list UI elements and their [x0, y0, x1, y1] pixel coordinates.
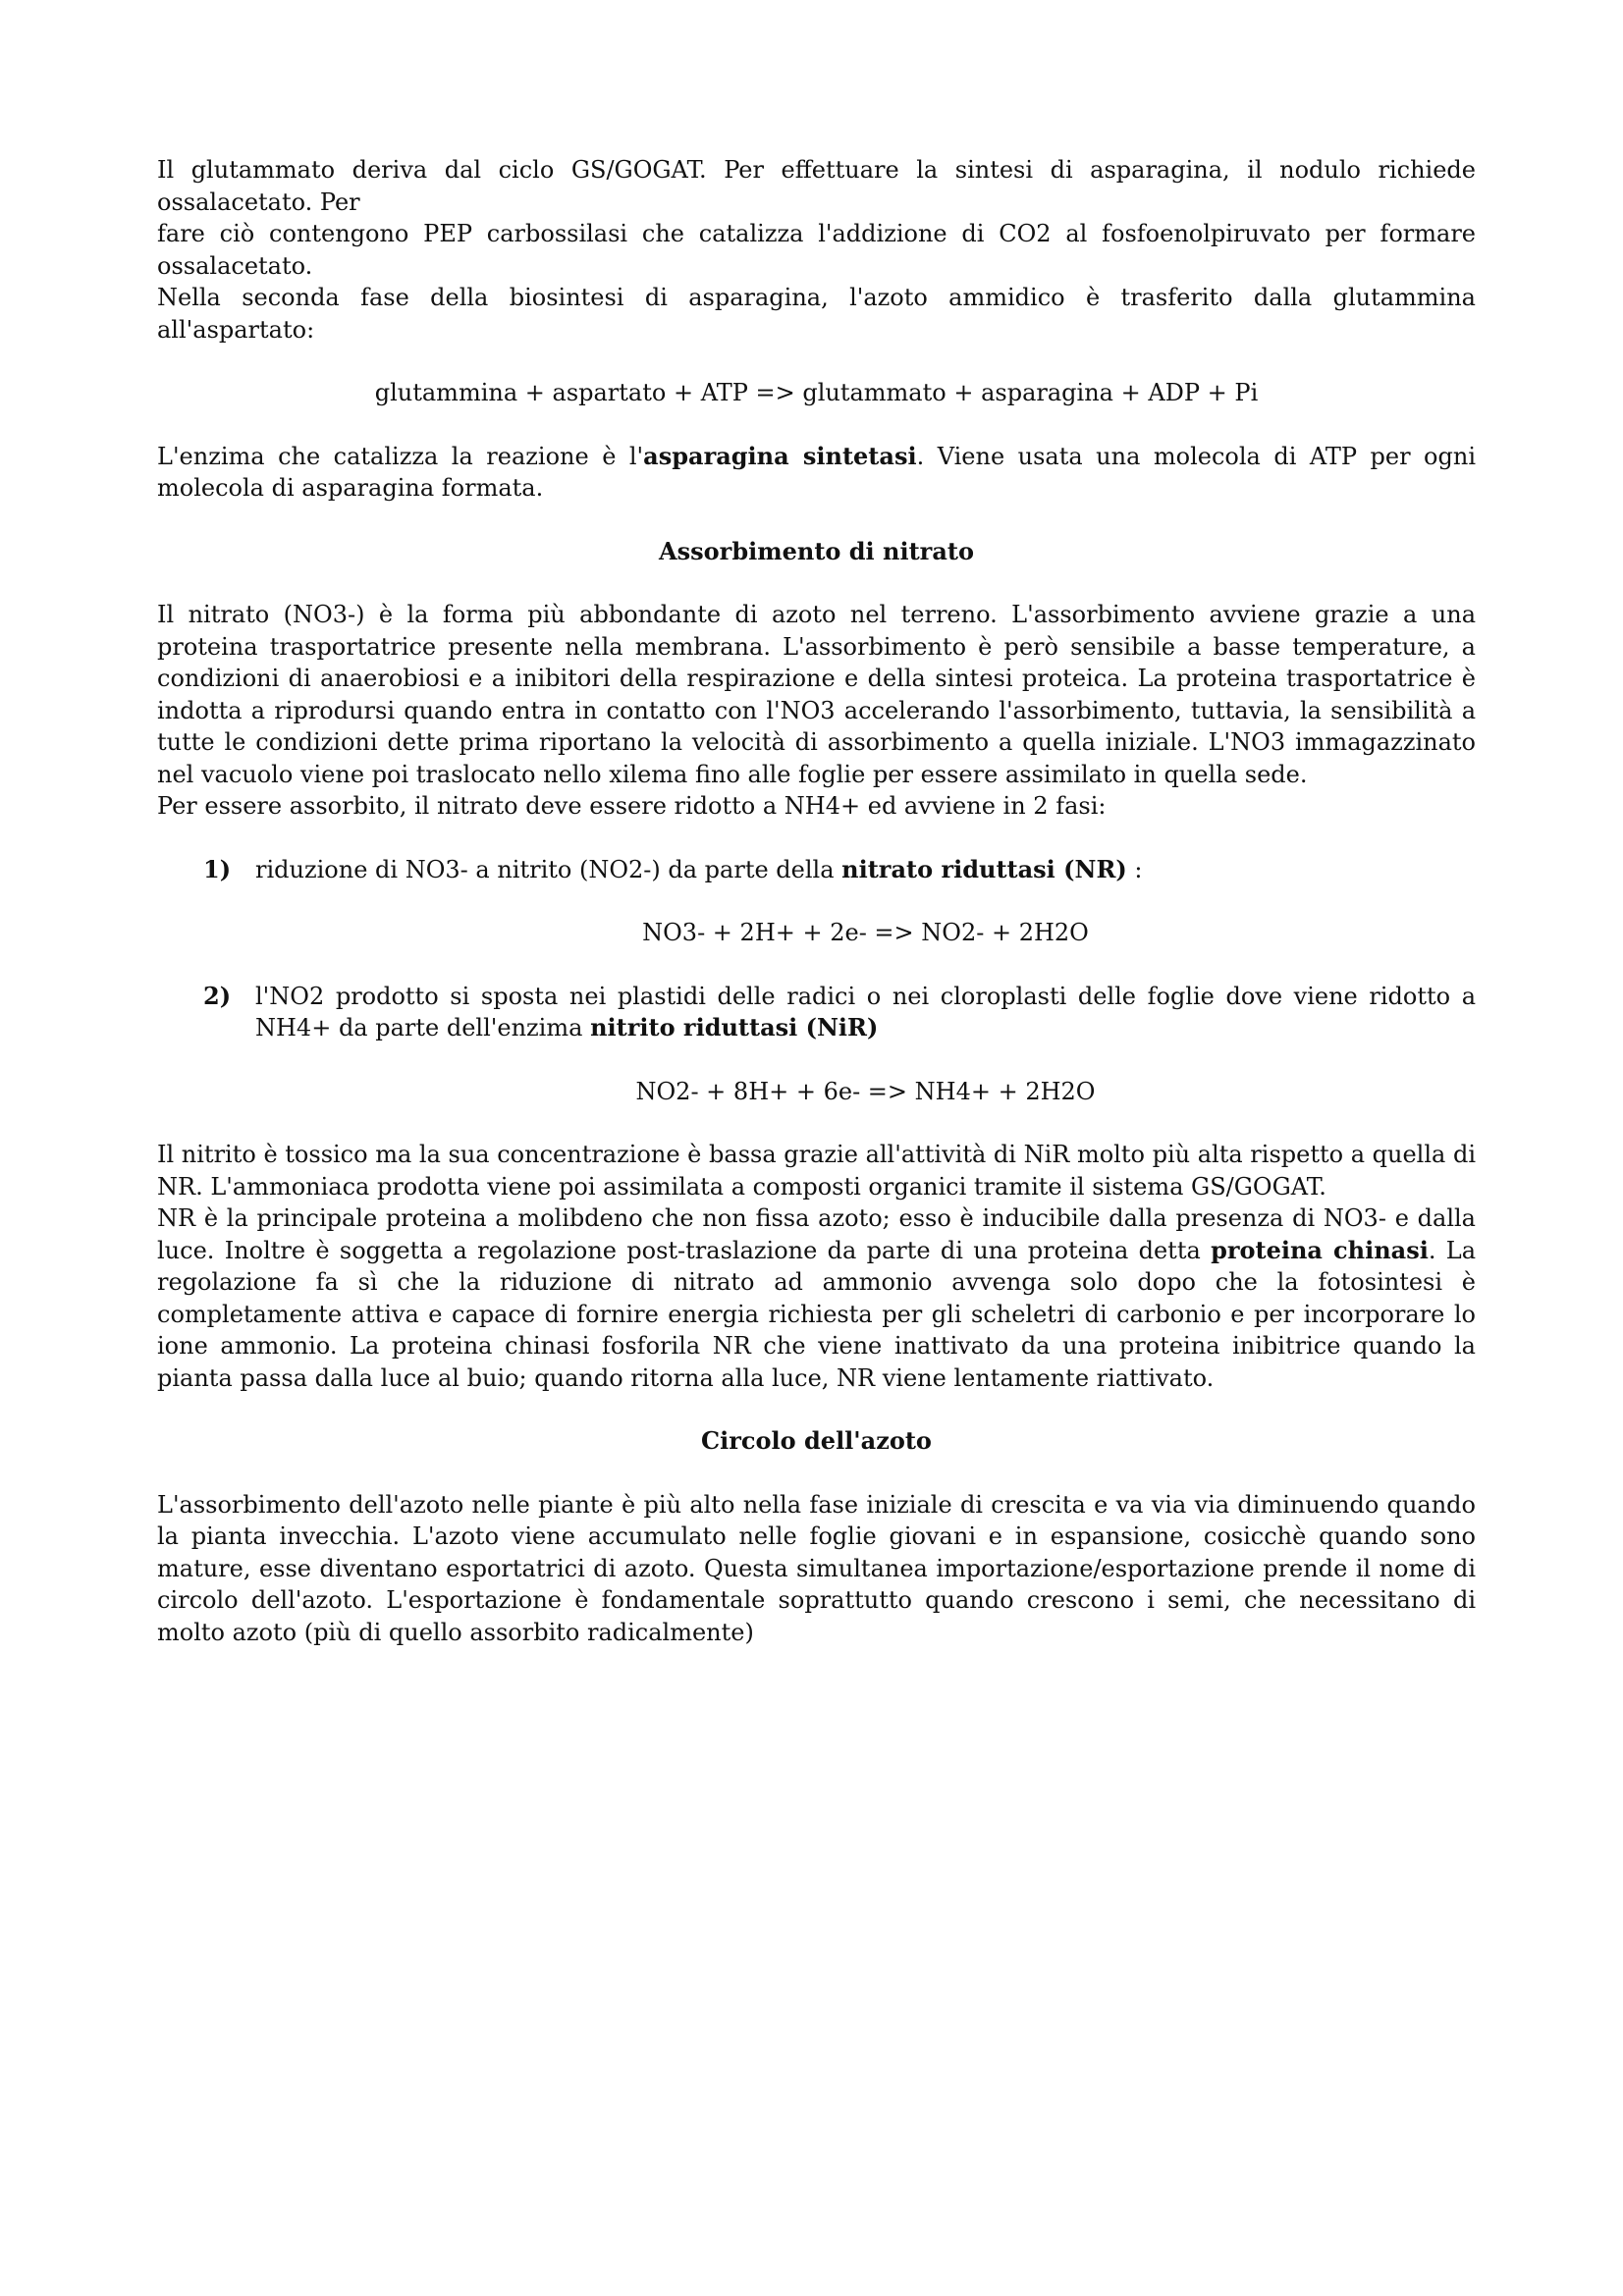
list-number: 2) — [203, 981, 232, 1010]
paragraph-line: Il glutammato deriva dal ciclo GS/GOGAT. Per effettuare la sintesi di asparagina, il nodulo richiede ossalacetato. Per — [157, 156, 1476, 216]
text-run: NR è la principale proteina a molibdeno che non fissa azoto; esso è inducibile dalla presenza di NO3- e dalla luce. Inoltre è soggetta a regolazione post-traslazione da parte di una proteina detta — [157, 1204, 1476, 1264]
paragraph-nitrogen-cycle: L'assorbimento dell'azoto nelle piante è più alto nella fase iniziale di crescita e va via via diminuendo quando la pianta invecchia. L'azoto viene accumulato nelle foglie giovani e in espansione, cosicchè quando sono mature, esse diventano esportatrici di azoto. Questa simultanea importazione/esportazione prende il nome di circolo dell'azoto. L'esportazione è fondamentale soprattutto quando crescono i semi, che necessitano di molto azoto (più di quello assorbito radicalmente) — [157, 1490, 1476, 1646]
paragraph-nitrate-reduction-intro: Per essere assorbito, il nitrato deve essere ridotto a NH4+ ed avviene in 2 fasi: — [157, 792, 1107, 820]
paragraph-line: fare ciò contengono PEP carbossilasi che catalizza l'addizione di CO2 al fosfoenolpiruvato per formare ossalacetato. — [157, 220, 1476, 280]
paragraph-nitrate-absorption: Il nitrato (NO3-) è la forma più abbondante di azoto nel terreno. L'assorbimento avviene grazie a una proteina trasportatrice presente nella membrana. L'assorbimento è però sensibile a basse temperature, a condizioni di anaerobiosi e a inibitori della respirazione e della sintesi proteica. La proteina trasportatrice è indotta a riprodursi quando entra in contatto con l'NO3 accelerando l'assorbimento, tuttavia, la sensibilità a tutte le condizioni dette prima riportano la velocità di assorbimento a quella iniziale. L'NO3 immagazzinato nel vacuolo viene poi traslocato nello xilema fino alle foglie per essere assimilato in quella sede. — [157, 601, 1476, 788]
bold-term: asparagina sintetasi — [643, 441, 917, 470]
text-run: . La regolazione fa sì che la riduzione di nitrato ad ammonio avvenga solo dopo che la fotosintesi è completamente attiva e capace di fornire energia richiesta per gli scheletri di carbonio e per incorporare lo ione ammonio. La proteina chinasi fosforila NR che viene inattivato da una proteina inibitrice quando la pianta passa dalla luce al buio; quando ritorna alla luce, NR viene lentamente riattivato. — [157, 1236, 1477, 1392]
list-item — [157, 981, 1476, 1044]
paragraph-asparagine-synthesis — [157, 154, 1476, 346]
section-heading-nitrogen-cycle: Circolo dell'azoto — [701, 1426, 932, 1455]
list-number: 1) — [203, 854, 232, 883]
bold-term: nitrato riduttasi (NR) — [841, 854, 1127, 883]
section-heading-nitrate: Assorbimento di nitrato — [659, 536, 974, 565]
list-item-text — [255, 981, 1476, 1044]
paragraph-nitrite-toxicity: Il nitrito è tossico ma la sua concentrazione è bassa grazie all'attività di NiR molto più alta rispetto a quella di NR. L'ammoniaca prodotta viene poi assimilata a composti organici tramite il sistema GS/GOGAT. — [157, 1141, 1476, 1201]
text-run: L'enzima che catalizza la reazione è l' — [157, 442, 644, 470]
paragraph-line: Nella seconda fase della biosintesi di asparagina, l'azoto ammidico è trasferito dalla glutammina all'aspartato: — [157, 284, 1476, 344]
text-run: : — [1126, 855, 1143, 883]
equation-nitrate-reductase: NO3- + 2H+ + 2e- => NO2- + 2H2O — [642, 919, 1089, 946]
document-body — [157, 154, 1476, 1648]
list-item — [157, 854, 1476, 886]
bold-term: proteina chinasi — [1211, 1235, 1429, 1264]
equation-nitrite-reductase: NO2- + 8H+ + 6e- => NH4+ + 2H2O — [635, 1077, 1096, 1105]
text-run: riduzione di NO3- a nitrito (NO2-) da parte della — [255, 855, 842, 883]
equation-asparagine: glutammina + aspartato + ATP => glutammato + asparagina + ADP + Pi — [374, 379, 1259, 406]
bold-term: nitrito riduttasi (NiR) — [590, 1013, 879, 1041]
paragraph-nr-regulation — [157, 1202, 1476, 1394]
text-run: . Viene usata una molecola di ATP per ogni molecola di asparagina formata. — [157, 442, 1477, 502]
paragraph-asparagine-enzyme — [157, 441, 1476, 505]
text-run: l'NO2 prodotto si sposta nei plastidi delle radici o nei cloroplasti delle foglie dove viene ridotto a NH4+ da parte dell'enzima — [255, 982, 1476, 1041]
list-item-text — [255, 854, 1476, 886]
